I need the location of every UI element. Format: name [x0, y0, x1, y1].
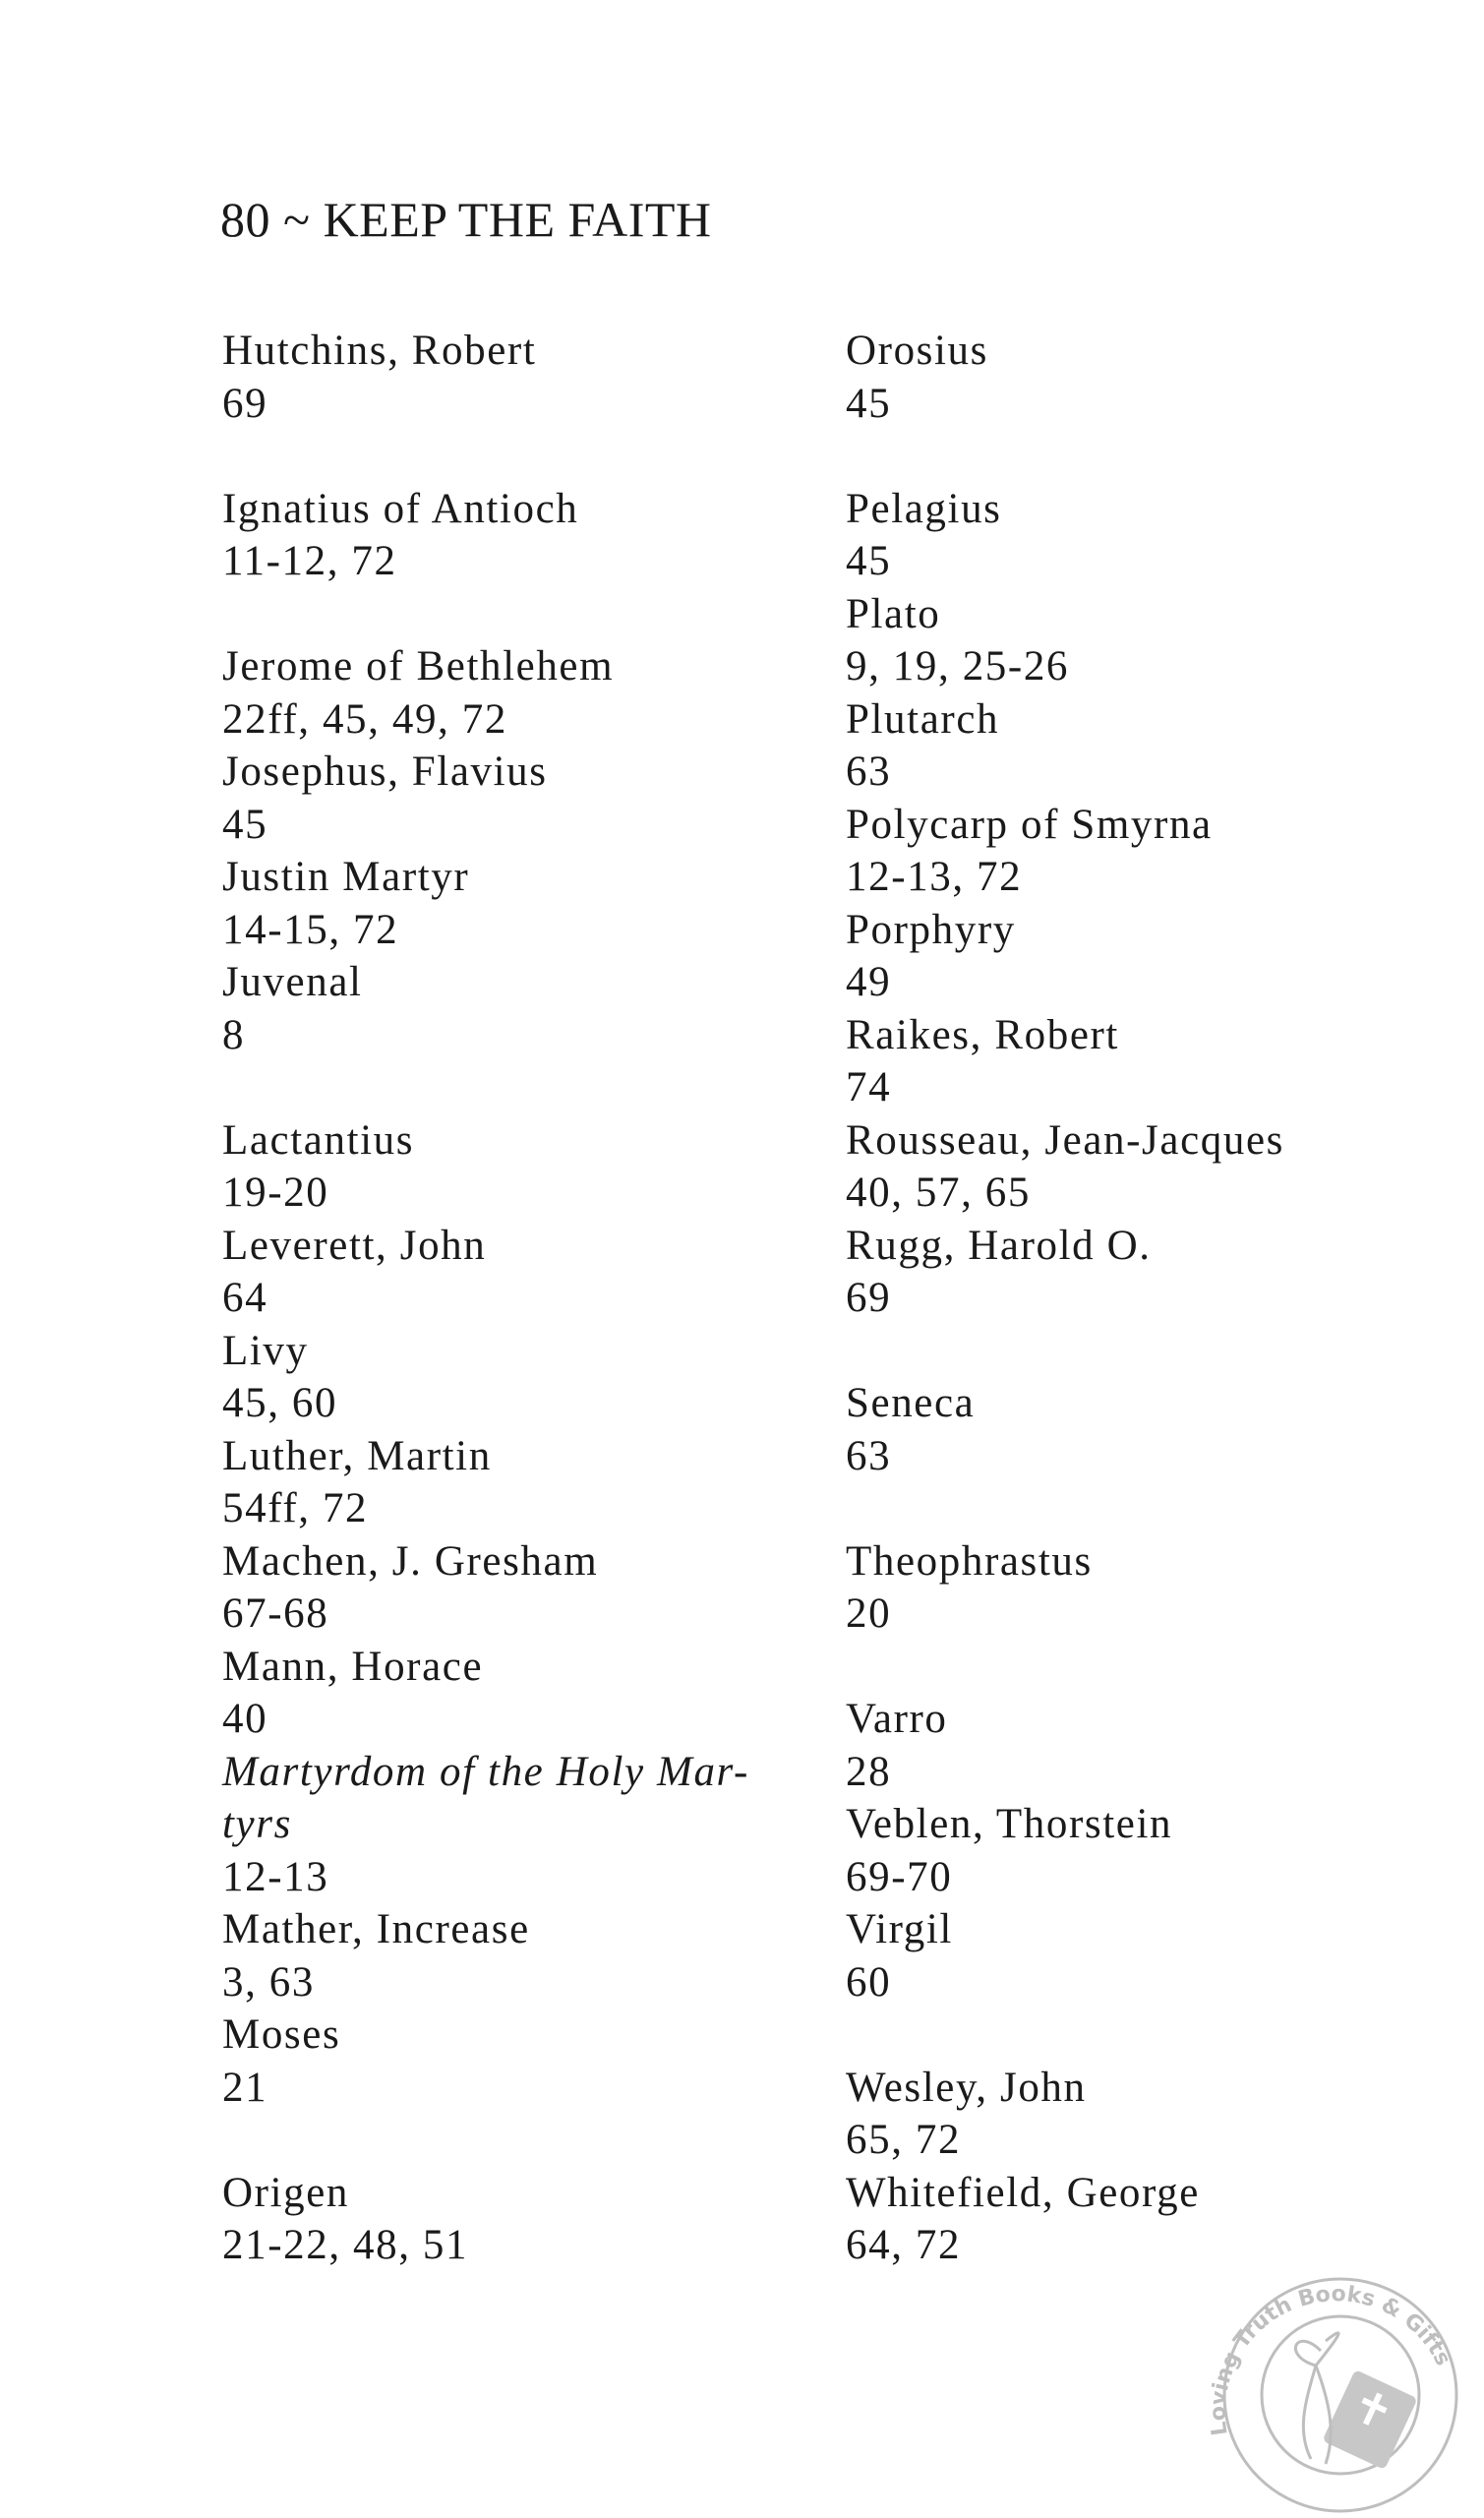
entry-pages: 28	[846, 1748, 892, 1795]
index-entry	[846, 483, 1396, 588]
index-entry	[222, 2008, 812, 2114]
entry-pages: 64	[222, 1275, 268, 1321]
index-entry	[222, 1535, 812, 1641]
entry-name: Leverett, John	[222, 1222, 487, 1269]
entry-name: Rousseau, Jean-Jacques	[846, 1116, 1284, 1164]
index-entry	[222, 1220, 812, 1325]
entry-pages: 19-20	[222, 1169, 329, 1216]
watermark-seal	[1188, 2233, 1483, 2518]
entry-name: Porphyry	[846, 906, 1016, 953]
index-entry	[222, 483, 812, 588]
entry-pages: 22ff, 45, 49, 72	[222, 695, 507, 743]
index-letter-gap	[846, 430, 1396, 483]
index-letter-gap	[222, 1061, 812, 1114]
entry-pages: 14-15, 72	[222, 906, 399, 953]
index-entry	[846, 1114, 1396, 1220]
entry-name: Machen, J. Gresham	[222, 1537, 599, 1585]
index-entry	[846, 1535, 1396, 1641]
index-entry	[846, 1693, 1396, 1798]
entry-pages: 69	[222, 380, 268, 427]
entry-pages: 20	[846, 1590, 892, 1637]
entry-name: Orosius	[846, 328, 988, 374]
entry-name: Ignatius of Antioch	[222, 485, 579, 532]
entry-pages: 60	[846, 1958, 892, 2006]
index-letter-gap	[846, 1325, 1396, 1378]
index-entry	[846, 1903, 1396, 2008]
entry-pages: 67-68	[222, 1590, 329, 1637]
entry-name: Rugg, Harold O.	[846, 1222, 1152, 1269]
running-head	[220, 192, 712, 247]
index-entry	[846, 1009, 1396, 1114]
entry-name: Lactantius	[222, 1116, 415, 1164]
entry-pages: 40	[222, 1696, 268, 1742]
entry-name: Plato	[846, 590, 941, 637]
entry-name-continued: tyrs	[222, 1801, 292, 1847]
entry-pages: 63	[846, 749, 892, 795]
index-entry	[222, 1114, 812, 1220]
index-entry	[222, 1430, 812, 1535]
entry-name: Livy	[222, 1327, 309, 1374]
index-letter-gap	[222, 430, 812, 483]
entry-pages: 12-13	[222, 1853, 329, 1900]
index-entry	[222, 1325, 812, 1430]
entry-pages: 45	[846, 380, 892, 427]
entry-name: Virgil	[846, 1906, 953, 1952]
index-entry	[222, 1641, 812, 1746]
entry-name: Luther, Martin	[222, 1432, 492, 1479]
index-entry	[846, 1377, 1396, 1482]
index-letter-gap	[846, 2008, 1396, 2062]
entry-name: Wesley, John	[846, 2064, 1087, 2111]
index-entry	[846, 1220, 1396, 1325]
entry-pages: 69	[846, 1275, 892, 1321]
entry-pages: 21-22, 48, 51	[222, 2222, 469, 2268]
watermark-ring-text: Loving Truth Books & Gifts	[1206, 2282, 1455, 2437]
entry-name: Veblen, Thorstein	[846, 1801, 1173, 1847]
index-entry	[222, 746, 812, 851]
index-entry	[846, 799, 1396, 904]
entry-pages: 69-70	[846, 1853, 953, 1900]
entry-pages: 9, 19, 25-26	[846, 643, 1070, 689]
index-column-left	[222, 325, 812, 2272]
index-entry	[846, 904, 1396, 1009]
entry-name: Theophrastus	[846, 1537, 1093, 1585]
entry-pages: 65, 72	[846, 2117, 962, 2163]
index-entry	[222, 325, 812, 430]
entry-name: Hutchins, Robert	[222, 328, 537, 374]
index-column-right	[846, 325, 1396, 2272]
entry-pages: 54ff, 72	[222, 1485, 369, 1531]
index-entry	[846, 693, 1396, 799]
entry-name: Origen	[222, 2169, 350, 2216]
entry-pages: 74	[846, 1064, 892, 1110]
entry-pages: 40, 57, 65	[846, 1169, 1031, 1216]
entry-name: Varro	[846, 1696, 948, 1742]
entry-pages: 21	[222, 2064, 268, 2111]
entry-pages: 12-13, 72	[846, 854, 1023, 900]
index-entry	[846, 588, 1396, 693]
entry-pages: 3, 63	[222, 1958, 315, 2006]
bible-icon	[1322, 2369, 1417, 2470]
entry-name: Mather, Increase	[222, 1906, 530, 1952]
index-entry	[222, 956, 812, 1061]
entry-name: Moses	[222, 2011, 341, 2058]
index-letter-gap	[222, 588, 812, 641]
entry-name: Juvenal	[222, 959, 363, 1005]
entry-name: Josephus, Flavius	[222, 749, 548, 795]
entry-pages: 45	[222, 801, 268, 848]
entry-name: Justin Martyr	[222, 854, 470, 900]
entry-pages: 45, 60	[222, 1380, 338, 1426]
page-number: 80	[220, 192, 270, 247]
index-entry	[846, 2062, 1396, 2167]
index-entry	[222, 1903, 812, 2008]
entry-name: Whitefield, George	[846, 2169, 1200, 2216]
entry-pages: 8	[222, 1011, 246, 1058]
entry-pages: 45	[846, 538, 892, 584]
index-entry	[222, 640, 812, 746]
entry-name: Martyrdom of the Holy Mar-	[222, 1748, 749, 1795]
entry-name: Polycarp of Smyrna	[846, 801, 1213, 848]
entry-name: Mann, Horace	[222, 1643, 484, 1690]
index-entry	[846, 1798, 1396, 1903]
entry-name: Seneca	[846, 1380, 976, 1426]
index-letter-gap	[846, 1641, 1396, 1694]
entry-name: Jerome of Bethlehem	[222, 643, 615, 689]
book-title: KEEP THE FAITH	[323, 192, 712, 247]
index-letter-gap	[846, 1482, 1396, 1535]
index-entry	[846, 325, 1396, 430]
entry-name: Raikes, Robert	[846, 1011, 1119, 1058]
index-letter-gap	[222, 2114, 812, 2167]
entry-pages: 63	[846, 1432, 892, 1479]
index-entry	[222, 2167, 812, 2272]
entry-name: Plutarch	[846, 695, 1000, 743]
entry-pages: 49	[846, 959, 892, 1005]
entry-name: Pelagius	[846, 485, 1002, 532]
header-separator: ~	[283, 192, 311, 247]
index-entry	[222, 851, 812, 956]
entry-pages: 11-12, 72	[222, 538, 397, 584]
index-entry	[222, 1746, 812, 1904]
entry-pages: 64, 72	[846, 2222, 962, 2268]
